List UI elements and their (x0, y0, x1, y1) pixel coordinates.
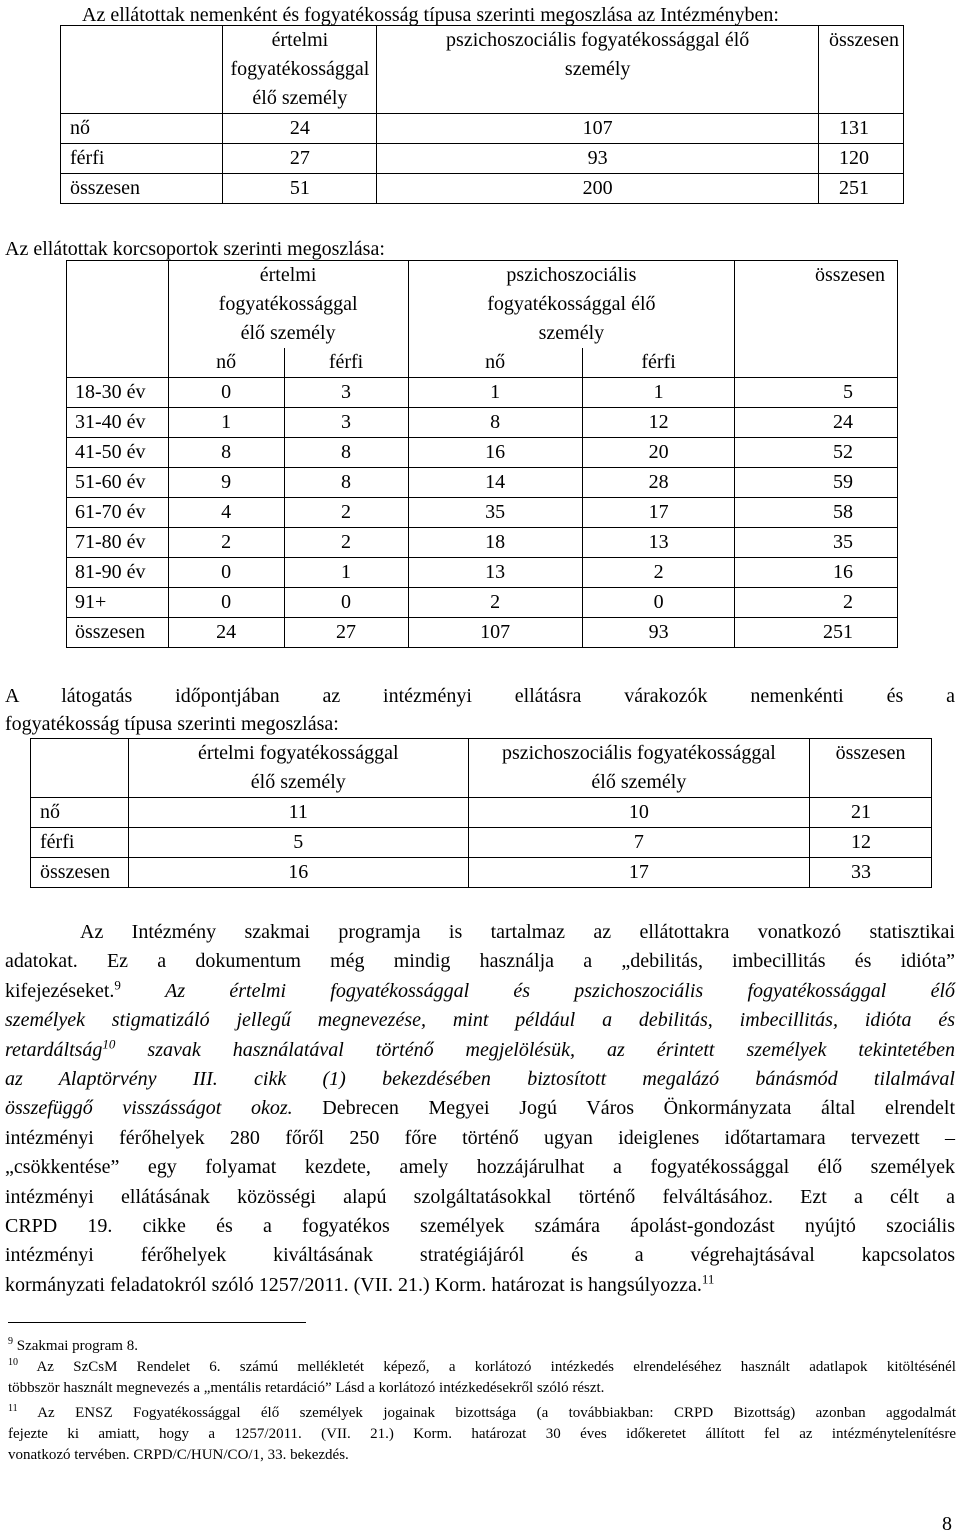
table1-cell: 27 (223, 144, 377, 174)
table2-subheader-male: férfi (284, 348, 408, 378)
paragraph-line: Az Intézmény szakmai programja is tartalmaz az ellátottakra vonatkozó statisztikai (80, 921, 955, 943)
table3-title-line2: fogyatékosság típusa szerinti megoszlása: (5, 713, 339, 735)
table2-cell: 3 (284, 408, 408, 438)
table3-cell: 33 (810, 858, 932, 888)
table2-cell: 24 (735, 408, 898, 438)
table2-row-label: 61-70 év (67, 498, 169, 528)
table2-cell: 52 (735, 438, 898, 468)
table3-cell: 10 (468, 798, 809, 828)
table-row (67, 588, 898, 618)
table2-cell: 2 (284, 528, 408, 558)
table-row (61, 114, 904, 144)
table3-cell: 17 (468, 858, 809, 888)
table1-cell: 51 (223, 174, 377, 204)
table-row (61, 144, 904, 174)
page-number: 8 (942, 1513, 952, 1535)
table3-corner-cell (31, 739, 129, 798)
table2-cell: 2 (168, 528, 284, 558)
table2-cell: 8 (284, 438, 408, 468)
table2-title: Az ellátottak korcsoportok szerinti megoszlása: (5, 238, 385, 260)
table3-header-psychosocial: pszichoszociális fogyatékossággal élő személy (468, 739, 809, 798)
table2-cell: 1 (582, 378, 734, 408)
paragraph-line: „csökkentése” egy folyamat kezdete, amely hozzájárulhat a fogyatékossággal élő személyek (5, 1156, 955, 1179)
paragraph-italic-text: összefüggő visszásságot okoz. (5, 1097, 293, 1120)
paragraph-line: az Alaptörvény III. cikk (1) bekezdésében biztosított megalázó bánásmód tilalmával (5, 1068, 955, 1091)
table3-header-row (31, 739, 932, 798)
footnote-text: fejezte ki amiatt, hogy a 1257/2011. (VII. 21.) Korm. határozat 30 éves időkeretet állított fel az intézménytelenítésre (8, 1426, 956, 1442)
table2-cell: 0 (582, 588, 734, 618)
table1-header-total: összesen (818, 26, 903, 114)
table2-row-label: 81-90 év (67, 558, 169, 588)
table3-title-line1: A látogatás időpontjában az intézményi ellátásra várakozók nemenkénti és a (5, 685, 955, 707)
table2-cell: 13 (582, 528, 734, 558)
table3-cell: 5 (128, 828, 468, 858)
table3-cell: 21 (810, 798, 932, 828)
table1-cell: 120 (818, 144, 903, 174)
table2-row-label: 31-40 év (67, 408, 169, 438)
footnote-text: vonatkozó tervében. CRPD/C/HUN/CO/1, 33. bekezdés. (8, 1447, 349, 1463)
footnote-10 (8, 1357, 956, 1399)
footnote-text: Szakmai program 8. (16, 1338, 138, 1354)
table2-cell: 1 (168, 408, 284, 438)
footnote-ref-9: 9 (114, 977, 121, 993)
paragraph-line: személyek stigmatizáló jellegű megnevezése, mint például a debilitás, imbecillitás, idióta és (5, 1009, 955, 1032)
table-row (31, 828, 932, 858)
table2-cell: 93 (582, 618, 734, 648)
table2 (66, 260, 898, 648)
table3-cell: 7 (468, 828, 809, 858)
table1-row-label: összesen (61, 174, 223, 204)
table2-cell: 2 (735, 588, 898, 618)
paragraph-line: intézményi férőhelyek kiváltásának stratégiájáról és a végrehajtásával kapcsolatos (5, 1244, 955, 1267)
table2-cell: 2 (408, 588, 582, 618)
table2-subheader-female: nő (168, 348, 284, 378)
table2-cell: 13 (408, 558, 582, 588)
table3-row-label: nő (31, 798, 129, 828)
table2-cell: 14 (408, 468, 582, 498)
table1-title: Az ellátottak nemenként és fogyatékosság típusa szerinti megoszlása az Intézményben: (82, 4, 779, 26)
table2-cell: 16 (735, 558, 898, 588)
footnote-number: 9 (8, 1336, 13, 1347)
table2-row-label: 41-50 év (67, 438, 169, 468)
footnote-text: Az SzCsM Rendelet 6. számú mellékletét képező, a korlátozó intézkedés elrendeléséhez használt adatlapok kitöltésénél (36, 1359, 956, 1375)
table-row (31, 798, 932, 828)
table2-row-label: 91+ (67, 588, 169, 618)
table1-header-row (61, 26, 904, 114)
paragraph-line: CRPD 19. cikke és a fogyatékos személyek számára ápolást-gondozást nyújtó szociális (5, 1215, 955, 1238)
table2-cell: 35 (735, 528, 898, 558)
table-row (67, 528, 898, 558)
table1-corner-cell (61, 26, 223, 114)
table2-corner-cell (67, 261, 169, 378)
table3-cell: 11 (128, 798, 468, 828)
paragraph-line (5, 1036, 955, 1065)
table2-cell: 107 (408, 618, 582, 648)
table1-cell: 251 (818, 174, 903, 204)
table1-row-label: nő (61, 114, 223, 144)
footnote-ref-10: 10 (102, 1035, 116, 1051)
table3-cell: 16 (128, 858, 468, 888)
table1 (60, 25, 904, 204)
table2-cell: 16 (408, 438, 582, 468)
table1-cell: 107 (377, 114, 819, 144)
table1-cell: 24 (223, 114, 377, 144)
table2-cell: 17 (582, 498, 734, 528)
table2-cell: 9 (168, 468, 284, 498)
footnote-11 (8, 1403, 956, 1466)
paragraph-italic-text: retardáltság (5, 1038, 103, 1061)
table-row (67, 378, 898, 408)
table3-cell: 12 (810, 828, 932, 858)
paragraph-text: kormányzati feladatokról szóló 1257/2011. (VII. 21.) Korm. határozat is hangsúlyozza. (5, 1273, 702, 1296)
table3-header-total: összesen (810, 739, 932, 798)
table2-cell: 8 (168, 438, 284, 468)
table2-row-label: 71-80 év (67, 528, 169, 558)
table1-row-label: férfi (61, 144, 223, 174)
table2-cell: 18 (408, 528, 582, 558)
footnote-9 (8, 1336, 956, 1357)
table2-cell: 24 (168, 618, 284, 648)
table2-subheader-female: nő (408, 348, 582, 378)
paragraph-line: adatokat. Ez a dokumentum még mindig használja a „debilitás, imbecillitás és idióta” (5, 950, 955, 973)
table1-cell: 131 (818, 114, 903, 144)
footnote-number: 11 (8, 1403, 18, 1414)
table2-header-psychosocial: pszichoszociális fogyatékossággal élő személy (408, 261, 735, 349)
table2-header-total: összesen (735, 261, 898, 378)
table1-cell: 93 (377, 144, 819, 174)
paragraph-text: kifejezéseket. (5, 979, 115, 1002)
table-row (67, 468, 898, 498)
table-row (67, 498, 898, 528)
table2-cell: 59 (735, 468, 898, 498)
footnote-text: Az ENSZ Fogyatékossággal élő személyek jogainak bizottsága (a továbbiakban: CRPD Bizottság) azonban aggodalmát (37, 1405, 956, 1421)
table2-cell: 1 (284, 558, 408, 588)
table2-cell: 20 (582, 438, 734, 468)
table2-cell: 0 (168, 378, 284, 408)
footnote-separator (8, 1322, 306, 1323)
table-row (31, 858, 932, 888)
table2-row-label: összesen (67, 618, 169, 648)
table3-header-intellectual: értelmi fogyatékossággal élő személy (128, 739, 468, 798)
table1-header-psychosocial: pszichoszociális fogyatékossággal élő személy (377, 26, 819, 114)
table2-header-row (67, 261, 898, 349)
table2-row-label: 51-60 év (67, 468, 169, 498)
table2-cell: 58 (735, 498, 898, 528)
table3 (30, 738, 932, 888)
table2-cell: 2 (284, 498, 408, 528)
table3-row-label: férfi (31, 828, 129, 858)
body-paragraph (5, 918, 955, 1300)
table-row (67, 558, 898, 588)
table2-cell: 0 (168, 588, 284, 618)
paragraph-line: intézményi ellátásának közösségi alapú szolgáltatásokkal történő felváltásához. Ezt a célt a (5, 1185, 955, 1208)
table2-cell: 251 (735, 618, 898, 648)
paragraph-italic-text: Az értelmi fogyatékossággal és pszichoszociális fogyatékossággal élő (165, 979, 955, 1002)
footnote-number: 10 (8, 1357, 18, 1368)
table2-cell: 27 (284, 618, 408, 648)
table2-cell: 2 (582, 558, 734, 588)
table1-cell: 200 (377, 174, 819, 204)
table2-subheader-male: férfi (582, 348, 734, 378)
table-row (61, 174, 904, 204)
table2-cell: 8 (408, 408, 582, 438)
table2-row-label: 18-30 év (67, 378, 169, 408)
paragraph-text: Debrecen Megyei Jogú Város Önkormányzata által elrendelt (322, 1097, 956, 1120)
table2-cell: 4 (168, 498, 284, 528)
table2-cell: 12 (582, 408, 734, 438)
table2-cell: 3 (284, 378, 408, 408)
table2-cell: 8 (284, 468, 408, 498)
table2-header-intellectual: értelmi fogyatékossággal élő személy (168, 261, 408, 349)
table2-cell: 5 (735, 378, 898, 408)
table2-cell: 35 (408, 498, 582, 528)
table-row (67, 408, 898, 438)
paragraph-italic-text: szavak használatával történő megjelölésük, az érintett személyek tekintetében (147, 1038, 955, 1061)
paragraph-line (5, 1271, 955, 1300)
table2-cell: 0 (284, 588, 408, 618)
paragraph-line (5, 1094, 955, 1123)
table3-row-label: összesen (31, 858, 129, 888)
table-row (67, 618, 898, 648)
paragraph-line: intézményi férőhelyek 280 főről 250 főre történő ugyan ideiglenes időtartamara tervezett – (5, 1126, 955, 1149)
table2-cell: 1 (408, 378, 582, 408)
table-row (67, 438, 898, 468)
paragraph-line (5, 977, 955, 1006)
footnote-ref-11: 11 (701, 1271, 715, 1287)
footnote-text: többször használt megnevezés a „mentális retardáció” Lásd a korlátozó intézkedésekről szóló részt. (8, 1380, 605, 1396)
table1-header-intellectual: értelmi fogyatékossággal élő személy (223, 26, 377, 114)
table2-cell: 28 (582, 468, 734, 498)
table2-cell: 0 (168, 558, 284, 588)
